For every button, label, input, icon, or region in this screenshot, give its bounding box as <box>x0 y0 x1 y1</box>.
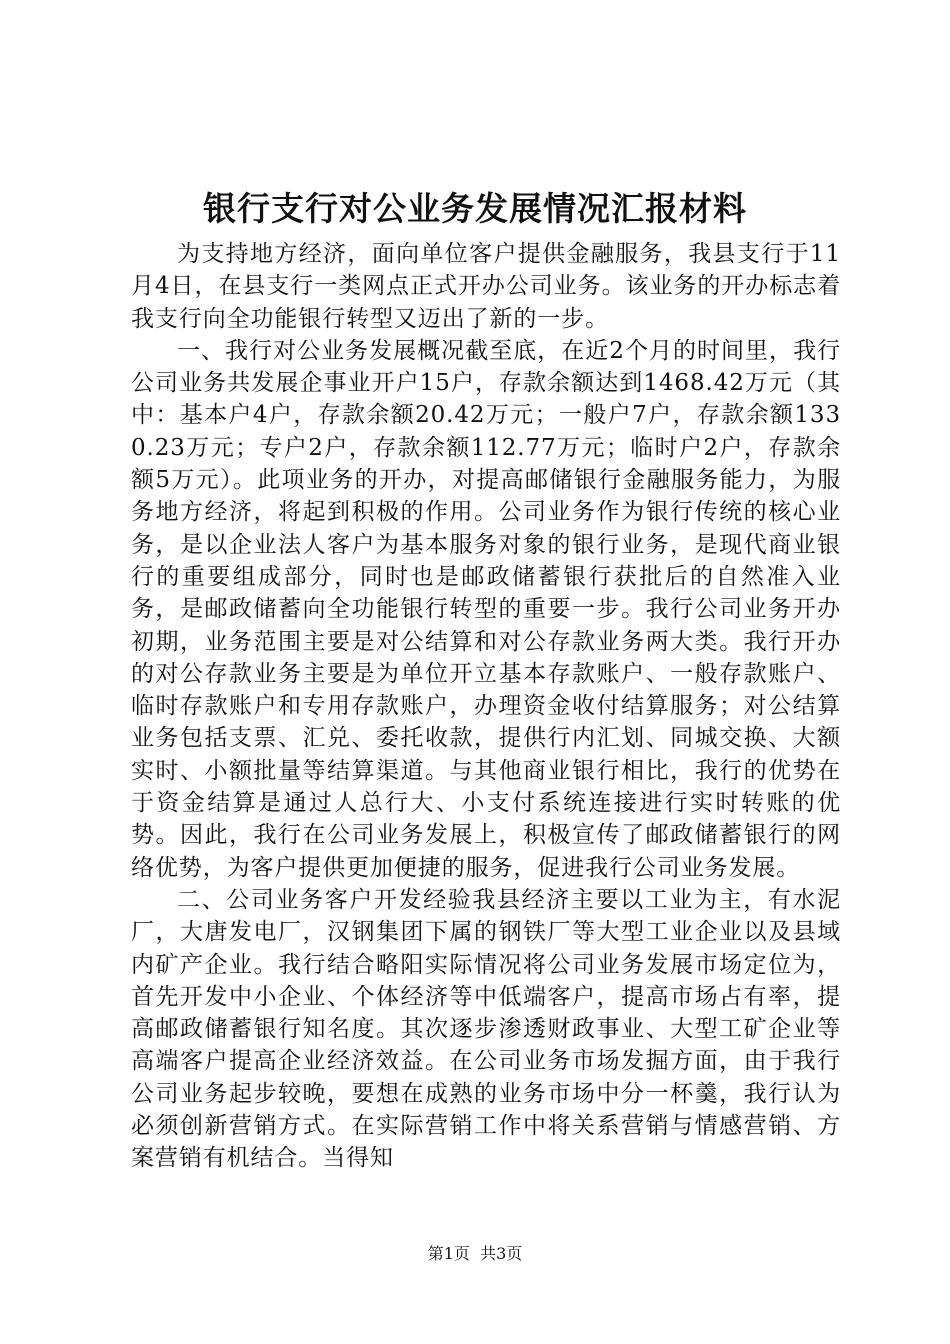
page-footer <box>0 1243 950 1265</box>
paragraph-intro: 为支持地方经济，面向单位客户提供金融服务，我县支行于11月4日，在县支行一类网点正式开办公司业务。该业务的开办标志着我支行向全功能银行转型又迈出了新的一步。 <box>131 241 841 332</box>
paragraph-section-1: 一、我行对公业务发展概况截至底，在近2个月的时间里，我行公司业务共发展企事业开户15户，存款余额达到1468.42万元（其中：基本户4户，存款余额20.42万元；一般户7户，存款余额1330.23万元；专户2户，存款余额112.77万元；临时户2户，存款余额5万元）。此项业务的开办，对提高邮储银行金融服务能力，为服务地方经济，将起到积极的作用。公司业务作为银行传统的核心业务，是以企业法人客户为基本服务对象的银行业务，是现代商业银行的重要组成部分，同时也是邮政储蓄银行获批后的自然准入业务，是邮政储蓄向全功能银行转型的重要一步。我行公司业务开办初期，业务范围主要是对公结算和对公存款业务两大类。我行开办的对公存款业务主要是为单位开立基本存款账户、一般存款账户、临时存款账户和专用存款账户，办理资金收付结算服务；对公结算业务包括支票、汇兑、委托收款，提供行内汇划、同城交换、大额实时、小额批量等结算渠道。与其他商业银行相比，我行的优势在于资金结算是通过人总行大、小支付系统连接进行实时转账的优势。因此，我行在公司业务发展上，积极宣传了邮政储蓄银行的网络优势，为客户提供更加便捷的服务，促进我行公司业务发展。 <box>131 337 841 881</box>
document-title: 银行支行对公业务发展情况汇报材料 <box>203 189 747 228</box>
document-body <box>131 238 841 1175</box>
page-total: 共3页 <box>480 1244 523 1263</box>
page-number: 第1页 <box>427 1244 470 1263</box>
paragraph-section-2: 二、公司业务客户开发经验我县经济主要以工业为主，有水泥厂，大唐发电厂，汉钢集团下属的钢铁厂等大型工业企业以及县域内矿产企业。我行结合略阳实际情况将公司业务发展市场定位为，首先开发中小企业、个体经济等中低端客户，提高市场占有率，提高邮政储蓄银行知名度。其次逐步渗透财政事业、大型工矿企业等高端客户提高企业经济效益。在公司业务市场发掘方面，由于我行公司业务起步较晚，要想在成熟的业务市场中分一杯羹，我行认为必须创新营销方式。在实际营销工作中将关系营销与情感营销、方案营销有机结合。当得知 <box>131 886 841 1172</box>
